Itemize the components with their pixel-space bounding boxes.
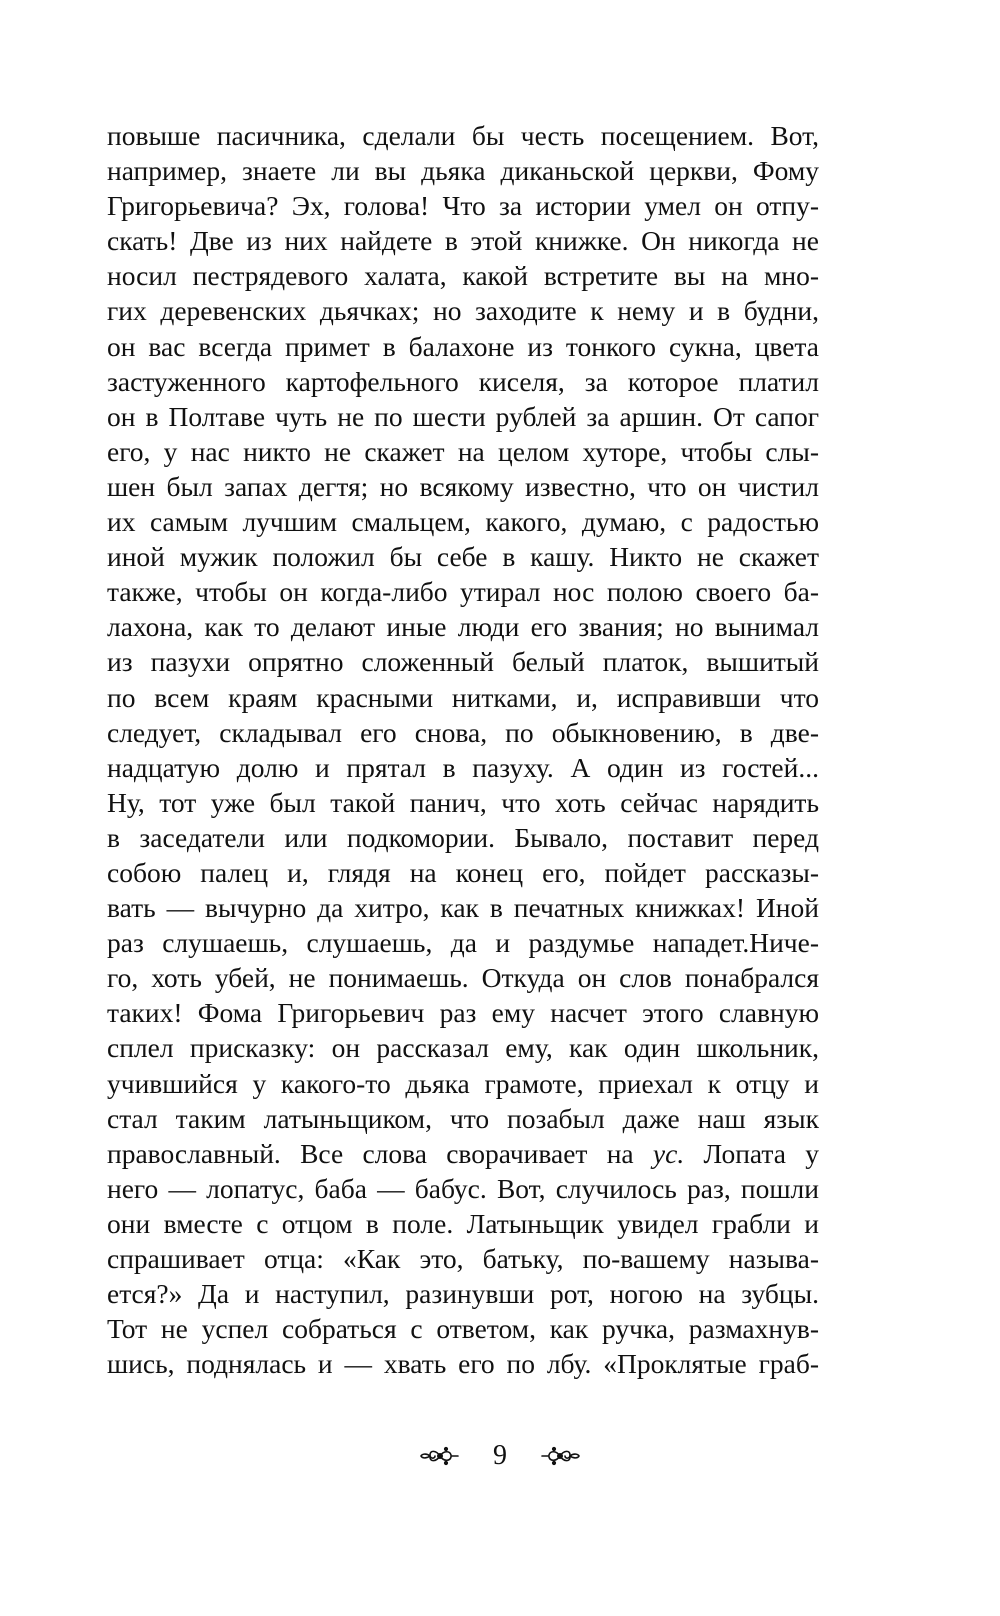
text-line: го, хоть убей, не понимаешь. Откуда он слов понабрался [107,962,819,994]
text-line: носил пестрядевого халата, какой встретите вы на мно- [107,260,819,292]
text-line: также, чтобы он когда-либо утирал нос полою своего ба- [107,576,819,608]
text-line: иной мужик положил бы себе в кашу. Никто не скажет [107,541,819,573]
text-line: спрашивает отца: «Как это, батьку, по-вашему называ- [107,1243,819,1274]
text-line: него — лопатус, баба — бабус. Вот, случилось раз, пошли [107,1172,819,1204]
text-line: из пазухи опрятно сложенный белый платок, вышитый [107,646,819,678]
text-line: раз слушаешь, слушаешь, да и раздумье нападет.Ниче- [107,927,819,959]
text-line: гих деревенских дьячках; но заходите к нему и в будни, [107,295,819,327]
page-number: 9 [493,1440,507,1471]
floral-ornament-icon [538,1441,582,1471]
text-line: он в Полтаве чуть не по шести рублей за аршин. От сапог [107,400,819,432]
text-line: их самым лучшим смальцем, какого, думаю, с радостью [107,506,819,538]
text-line: ется?» Да и наступил, разинувши рот, ногою на зубцы. [107,1278,819,1310]
text-segment: Лопата у [684,1137,819,1169]
text-line: надцатую долю и прятал в пазуху. А один из гостей... [107,751,819,783]
body-text [107,118,819,1381]
text-line: таких! Фома Григорьевич раз ему насчет этого славную [107,997,819,1029]
text-line: Тот не успел собраться с ответом, как ручка, размахнув- [107,1313,819,1345]
text-line [107,1136,819,1171]
text-line: застуженного картофельного киселя, за которое платил [107,365,819,397]
text-line: Ну, тот уже был такой панич, что хоть сейчас нарядить [107,786,819,818]
text-line: Григорьевича? Эх, голова! Что за истории умел он отпу- [107,190,819,222]
text-line: стал таким латыньщиком, что позабыл даже наш язык [107,1102,819,1134]
text-line: лахона, как то делают иные люди его звания; но вынимал [107,611,819,643]
text-line: в заседатели или подкомории. Бывало, поставит перед [107,821,819,853]
floral-ornament-icon [418,1441,462,1471]
text-line: шись, поднялась и — хвать его по лбу. «Проклятые граб- [107,1348,819,1380]
text-line: повыше пасичника, сделали бы честь посещением. Вот, [107,120,819,151]
text-line: собою палец и, глядя на конец его, пойдет рассказы- [107,856,819,888]
text-line: сплел присказку: он рассказал ему, как один школьник, [107,1032,819,1064]
text-segment: православный. Все слова сворачивает на [107,1137,653,1169]
text-line: например, знаете ли вы дьяка диканьской церкви, Фому [107,155,819,187]
text-line: они вместе с отцом в поле. Латыньщик увидел грабли и [107,1207,819,1239]
text-line: вать — вычурно да хитро, как в печатных книжках! Иной [107,892,819,924]
text-line: шен был запах дегтя; но всякому известно, что он чистил [107,470,819,502]
text-line: скать! Две из них найдете в этой книжке. Он никогда не [107,225,819,257]
text-line: учившийся у какого-то дьяка грамоте, приехал к отцу и [107,1067,819,1099]
text-line: он вас всегда примет в балахоне из тонкого сукна, цвета [107,330,819,362]
italic-word: ус. [652,1137,685,1169]
text-line: следует, складывал его снова, по обыкновению, в две- [107,716,819,748]
text-line: по всем краям красными нитками, и, исправивши что [107,681,819,713]
page-footer [0,1436,1000,1476]
text-line: его, у нас никто не скажет на целом хуторе, чтобы слы- [107,435,819,467]
